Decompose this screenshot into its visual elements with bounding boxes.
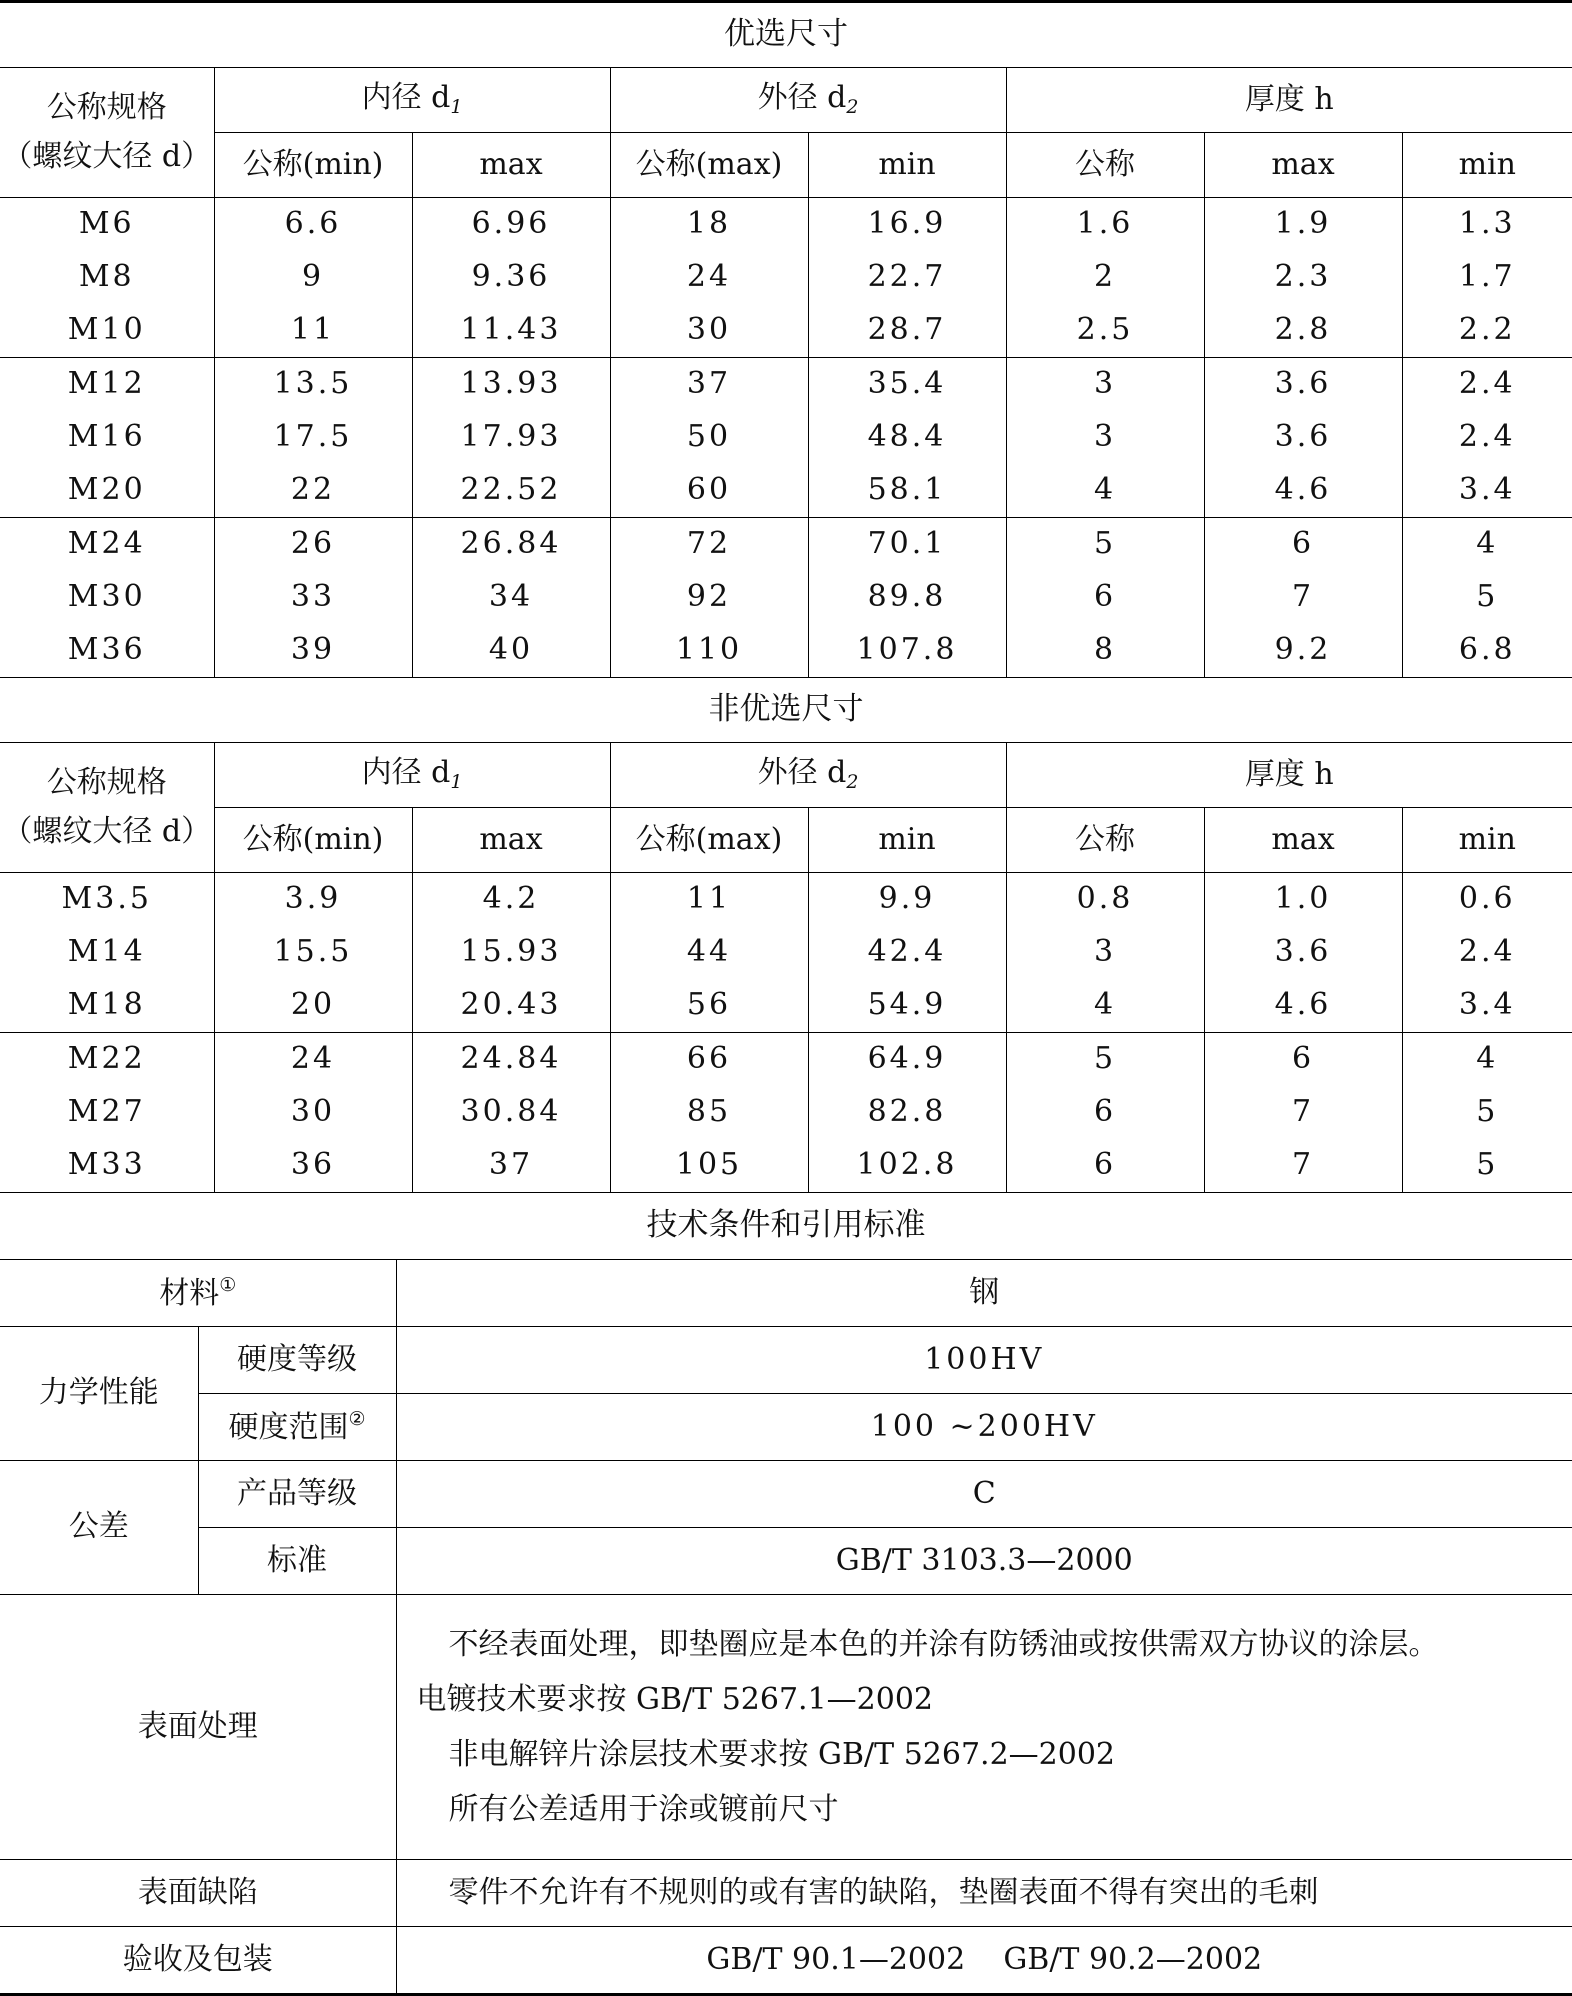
product-grade-label: 产品等级 bbox=[198, 1461, 396, 1528]
material-value: 钢 bbox=[396, 1260, 1572, 1327]
spec-header-line2: （螺纹大径 d） bbox=[0, 815, 214, 850]
value-cell: 4.6 bbox=[1204, 464, 1402, 518]
value-cell: 110 bbox=[610, 624, 808, 678]
value-cell: 22.7 bbox=[808, 251, 1006, 304]
value-cell: 105 bbox=[610, 1139, 808, 1193]
section-title-tech: 技术条件和引用标准 bbox=[0, 1193, 1572, 1260]
value-cell: 20.43 bbox=[412, 979, 610, 1033]
value-cell: 36 bbox=[214, 1139, 412, 1193]
value-cell: 1.9 bbox=[1204, 198, 1402, 252]
standard-value: GB/T 3103.3—2000 bbox=[396, 1528, 1572, 1595]
value-cell: 2.8 bbox=[1204, 304, 1402, 358]
value-cell: 3.9 bbox=[214, 873, 412, 927]
value-cell: 35.4 bbox=[808, 358, 1006, 412]
product-grade-value: C bbox=[396, 1461, 1572, 1528]
spec-header-line2: （螺纹大径 d） bbox=[0, 140, 214, 175]
hardness-range-label: 硬度范围② bbox=[198, 1394, 396, 1461]
subcol-outer-min: min bbox=[808, 133, 1006, 198]
value-cell: 89.8 bbox=[808, 571, 1006, 624]
standard-label: 标准 bbox=[198, 1528, 396, 1595]
value-cell: 37 bbox=[610, 358, 808, 412]
spec-cell: M20 bbox=[0, 464, 214, 518]
value-cell: 26.84 bbox=[412, 518, 610, 572]
hardness-grade-value: 100HV bbox=[396, 1327, 1572, 1394]
acceptance-value: GB/T 90.1—2002 GB/T 90.2—2002 bbox=[396, 1927, 1572, 1995]
value-cell: 85 bbox=[610, 1086, 808, 1139]
surface-treatment-line: 所有公差适用于涂或镀前尺寸 bbox=[417, 1782, 1572, 1837]
subcol-outer-nominal: 公称(max) bbox=[610, 133, 808, 198]
inner-diameter-header: 内径 $d_1$ bbox=[214, 743, 610, 808]
subcol-thick-max: max bbox=[1204, 133, 1402, 198]
thickness-header: 厚度 h bbox=[1006, 68, 1572, 133]
value-cell: 20 bbox=[214, 979, 412, 1033]
value-cell: 2.4 bbox=[1402, 411, 1572, 464]
value-cell: 82.8 bbox=[808, 1086, 1006, 1139]
value-cell: 44 bbox=[610, 926, 808, 979]
subcol-thick-min: min bbox=[1402, 808, 1572, 873]
surface-defect-label: 表面缺陷 bbox=[0, 1860, 396, 1927]
value-cell: 92 bbox=[610, 571, 808, 624]
value-cell: 7 bbox=[1204, 1139, 1402, 1193]
table-row bbox=[0, 1033, 1572, 1087]
table-row bbox=[0, 926, 1572, 979]
value-cell: 3.6 bbox=[1204, 358, 1402, 412]
table-row bbox=[0, 1086, 1572, 1139]
inner-diameter-header: 内径 $d_1$ bbox=[214, 68, 610, 133]
outer-diameter-header: 外径 $d_2$ bbox=[610, 743, 1006, 808]
section-title-preferred: 优选尺寸 bbox=[0, 2, 1572, 68]
value-cell: 42.4 bbox=[808, 926, 1006, 979]
value-cell: 107.8 bbox=[808, 624, 1006, 678]
value-cell: 17.5 bbox=[214, 411, 412, 464]
value-cell: 102.8 bbox=[808, 1139, 1006, 1193]
value-cell: 64.9 bbox=[808, 1033, 1006, 1087]
subcol-thick-max: max bbox=[1204, 808, 1402, 873]
value-cell: 2.5 bbox=[1006, 304, 1204, 358]
value-cell: 30 bbox=[214, 1086, 412, 1139]
value-cell: 48.4 bbox=[808, 411, 1006, 464]
spec-cell: M12 bbox=[0, 358, 214, 412]
spec-cell: M14 bbox=[0, 926, 214, 979]
value-cell: 4 bbox=[1006, 464, 1204, 518]
value-cell: 5 bbox=[1006, 1033, 1204, 1087]
table-row bbox=[0, 518, 1572, 572]
subcol-inner-max: max bbox=[412, 133, 610, 198]
value-cell: 6.8 bbox=[1402, 624, 1572, 678]
technical-conditions-table bbox=[0, 1193, 1572, 1996]
surface-treatment-label: 表面处理 bbox=[0, 1595, 396, 1860]
spec-header-line1: 公称规格 bbox=[0, 91, 214, 126]
material-label: 材料① bbox=[0, 1260, 396, 1327]
preferred-sizes-table bbox=[0, 0, 1572, 678]
value-cell: 26 bbox=[214, 518, 412, 572]
value-cell: 3.4 bbox=[1402, 464, 1572, 518]
table-row bbox=[0, 624, 1572, 678]
spec-cell: M3.5 bbox=[0, 873, 214, 927]
value-cell: 5 bbox=[1006, 518, 1204, 572]
value-cell: 33 bbox=[214, 571, 412, 624]
value-cell: 4.2 bbox=[412, 873, 610, 927]
value-cell: 4 bbox=[1402, 518, 1572, 572]
value-cell: 3 bbox=[1006, 926, 1204, 979]
table-row bbox=[0, 1139, 1572, 1193]
value-cell: 15.5 bbox=[214, 926, 412, 979]
value-cell: 60 bbox=[610, 464, 808, 518]
value-cell: 22.52 bbox=[412, 464, 610, 518]
tolerance-label: 公差 bbox=[0, 1461, 198, 1595]
value-cell: 2.4 bbox=[1402, 926, 1572, 979]
value-cell: 9.9 bbox=[808, 873, 1006, 927]
value-cell: 3.6 bbox=[1204, 926, 1402, 979]
value-cell: 56 bbox=[610, 979, 808, 1033]
table-row bbox=[0, 873, 1572, 927]
value-cell: 1.6 bbox=[1006, 198, 1204, 252]
table-row bbox=[0, 304, 1572, 358]
value-cell: 2.4 bbox=[1402, 358, 1572, 412]
value-cell: 22 bbox=[214, 464, 412, 518]
value-cell: 3.4 bbox=[1402, 979, 1572, 1033]
surface-treatment-line: 电镀技术要求按 GB/T 5267.1—2002 bbox=[417, 1672, 1572, 1727]
value-cell: 72 bbox=[610, 518, 808, 572]
value-cell: 24 bbox=[610, 251, 808, 304]
value-cell: 54.9 bbox=[808, 979, 1006, 1033]
table-row bbox=[0, 464, 1572, 518]
nonpreferred-sizes-table bbox=[0, 678, 1572, 1193]
spec-header bbox=[0, 68, 214, 198]
value-cell: 24.84 bbox=[412, 1033, 610, 1087]
subcol-inner-nominal: 公称(min) bbox=[214, 133, 412, 198]
value-cell: 18 bbox=[610, 198, 808, 252]
nonpreferred-sizes-body bbox=[0, 873, 1572, 1193]
value-cell: 9.2 bbox=[1204, 624, 1402, 678]
value-cell: 30 bbox=[610, 304, 808, 358]
value-cell: 70.1 bbox=[808, 518, 1006, 572]
value-cell: 9 bbox=[214, 251, 412, 304]
value-cell: 3 bbox=[1006, 358, 1204, 412]
surface-treatment-text bbox=[396, 1595, 1572, 1860]
value-cell: 17.93 bbox=[412, 411, 610, 464]
spec-cell: M33 bbox=[0, 1139, 214, 1193]
value-cell: 4 bbox=[1006, 979, 1204, 1033]
subcol-outer-min: min bbox=[808, 808, 1006, 873]
value-cell: 11.43 bbox=[412, 304, 610, 358]
surface-treatment-line: 不经表面处理，即垫圈应是本色的并涂有防锈油或按供需双方协议的涂层。 bbox=[417, 1617, 1572, 1672]
value-cell: 1.7 bbox=[1402, 251, 1572, 304]
value-cell: 37 bbox=[412, 1139, 610, 1193]
value-cell: 7 bbox=[1204, 1086, 1402, 1139]
table-row bbox=[0, 198, 1572, 252]
value-cell: 58.1 bbox=[808, 464, 1006, 518]
spec-cell: M6 bbox=[0, 198, 214, 252]
table-row bbox=[0, 251, 1572, 304]
value-cell: 16.9 bbox=[808, 198, 1006, 252]
value-cell: 6 bbox=[1204, 1033, 1402, 1087]
value-cell: 11 bbox=[214, 304, 412, 358]
spec-cell: M22 bbox=[0, 1033, 214, 1087]
subcol-thick-nominal: 公称 bbox=[1006, 133, 1204, 198]
value-cell: 39 bbox=[214, 624, 412, 678]
value-cell: 2 bbox=[1006, 251, 1204, 304]
subcol-outer-nominal: 公称(max) bbox=[610, 808, 808, 873]
value-cell: 5 bbox=[1402, 1086, 1572, 1139]
spec-cell: M8 bbox=[0, 251, 214, 304]
spec-cell: M30 bbox=[0, 571, 214, 624]
value-cell: 3 bbox=[1006, 411, 1204, 464]
value-cell: 40 bbox=[412, 624, 610, 678]
table-row bbox=[0, 979, 1572, 1033]
value-cell: 7 bbox=[1204, 571, 1402, 624]
spec-cell: M18 bbox=[0, 979, 214, 1033]
value-cell: 9.36 bbox=[412, 251, 610, 304]
hardness-grade-label: 硬度等级 bbox=[198, 1327, 396, 1394]
table-row bbox=[0, 411, 1572, 464]
spec-cell: M27 bbox=[0, 1086, 214, 1139]
spec-cell: M10 bbox=[0, 304, 214, 358]
value-cell: 6 bbox=[1006, 571, 1204, 624]
value-cell: 6 bbox=[1006, 1086, 1204, 1139]
value-cell: 8 bbox=[1006, 624, 1204, 678]
value-cell: 34 bbox=[412, 571, 610, 624]
value-cell: 1.0 bbox=[1204, 873, 1402, 927]
value-cell: 2.3 bbox=[1204, 251, 1402, 304]
value-cell: 4.6 bbox=[1204, 979, 1402, 1033]
value-cell: 6.96 bbox=[412, 198, 610, 252]
value-cell: 13.5 bbox=[214, 358, 412, 412]
subcol-inner-nominal: 公称(min) bbox=[214, 808, 412, 873]
outer-diameter-header: 外径 $d_2$ bbox=[610, 68, 1006, 133]
value-cell: 24 bbox=[214, 1033, 412, 1087]
spec-cell: M24 bbox=[0, 518, 214, 572]
subcol-inner-max: max bbox=[412, 808, 610, 873]
value-cell: 50 bbox=[610, 411, 808, 464]
value-cell: 5 bbox=[1402, 571, 1572, 624]
subcol-thick-min: min bbox=[1402, 133, 1572, 198]
table-row bbox=[0, 571, 1572, 624]
section-title-nonpreferred: 非优选尺寸 bbox=[0, 678, 1572, 743]
thickness-header: 厚度 h bbox=[1006, 743, 1572, 808]
table-row bbox=[0, 358, 1572, 412]
value-cell: 66 bbox=[610, 1033, 808, 1087]
surface-treatment-line: 非电解锌片涂层技术要求按 GB/T 5267.2—2002 bbox=[417, 1727, 1572, 1782]
mechanical-properties-label: 力学性能 bbox=[0, 1327, 198, 1461]
value-cell: 13.93 bbox=[412, 358, 610, 412]
value-cell: 5 bbox=[1402, 1139, 1572, 1193]
value-cell: 4 bbox=[1402, 1033, 1572, 1087]
value-cell: 11 bbox=[610, 873, 808, 927]
spec-header bbox=[0, 743, 214, 873]
value-cell: 1.3 bbox=[1402, 198, 1572, 252]
surface-defect-value: 零件不允许有不规则的或有害的缺陷，垫圈表面不得有突出的毛刺 bbox=[396, 1860, 1572, 1927]
subcol-thick-nominal: 公称 bbox=[1006, 808, 1204, 873]
preferred-sizes-body bbox=[0, 198, 1572, 678]
value-cell: 6.6 bbox=[214, 198, 412, 252]
value-cell: 6 bbox=[1204, 518, 1402, 572]
value-cell: 30.84 bbox=[412, 1086, 610, 1139]
hardness-range-value: 100 ~200HV bbox=[396, 1394, 1572, 1461]
value-cell: 2.2 bbox=[1402, 304, 1572, 358]
value-cell: 3.6 bbox=[1204, 411, 1402, 464]
spec-cell: M36 bbox=[0, 624, 214, 678]
acceptance-label: 验收及包装 bbox=[0, 1927, 396, 1995]
value-cell: 0.6 bbox=[1402, 873, 1572, 927]
value-cell: 28.7 bbox=[808, 304, 1006, 358]
spec-cell: M16 bbox=[0, 411, 214, 464]
value-cell: 15.93 bbox=[412, 926, 610, 979]
value-cell: 6 bbox=[1006, 1139, 1204, 1193]
spec-header-line1: 公称规格 bbox=[0, 766, 214, 801]
value-cell: 0.8 bbox=[1006, 873, 1204, 927]
